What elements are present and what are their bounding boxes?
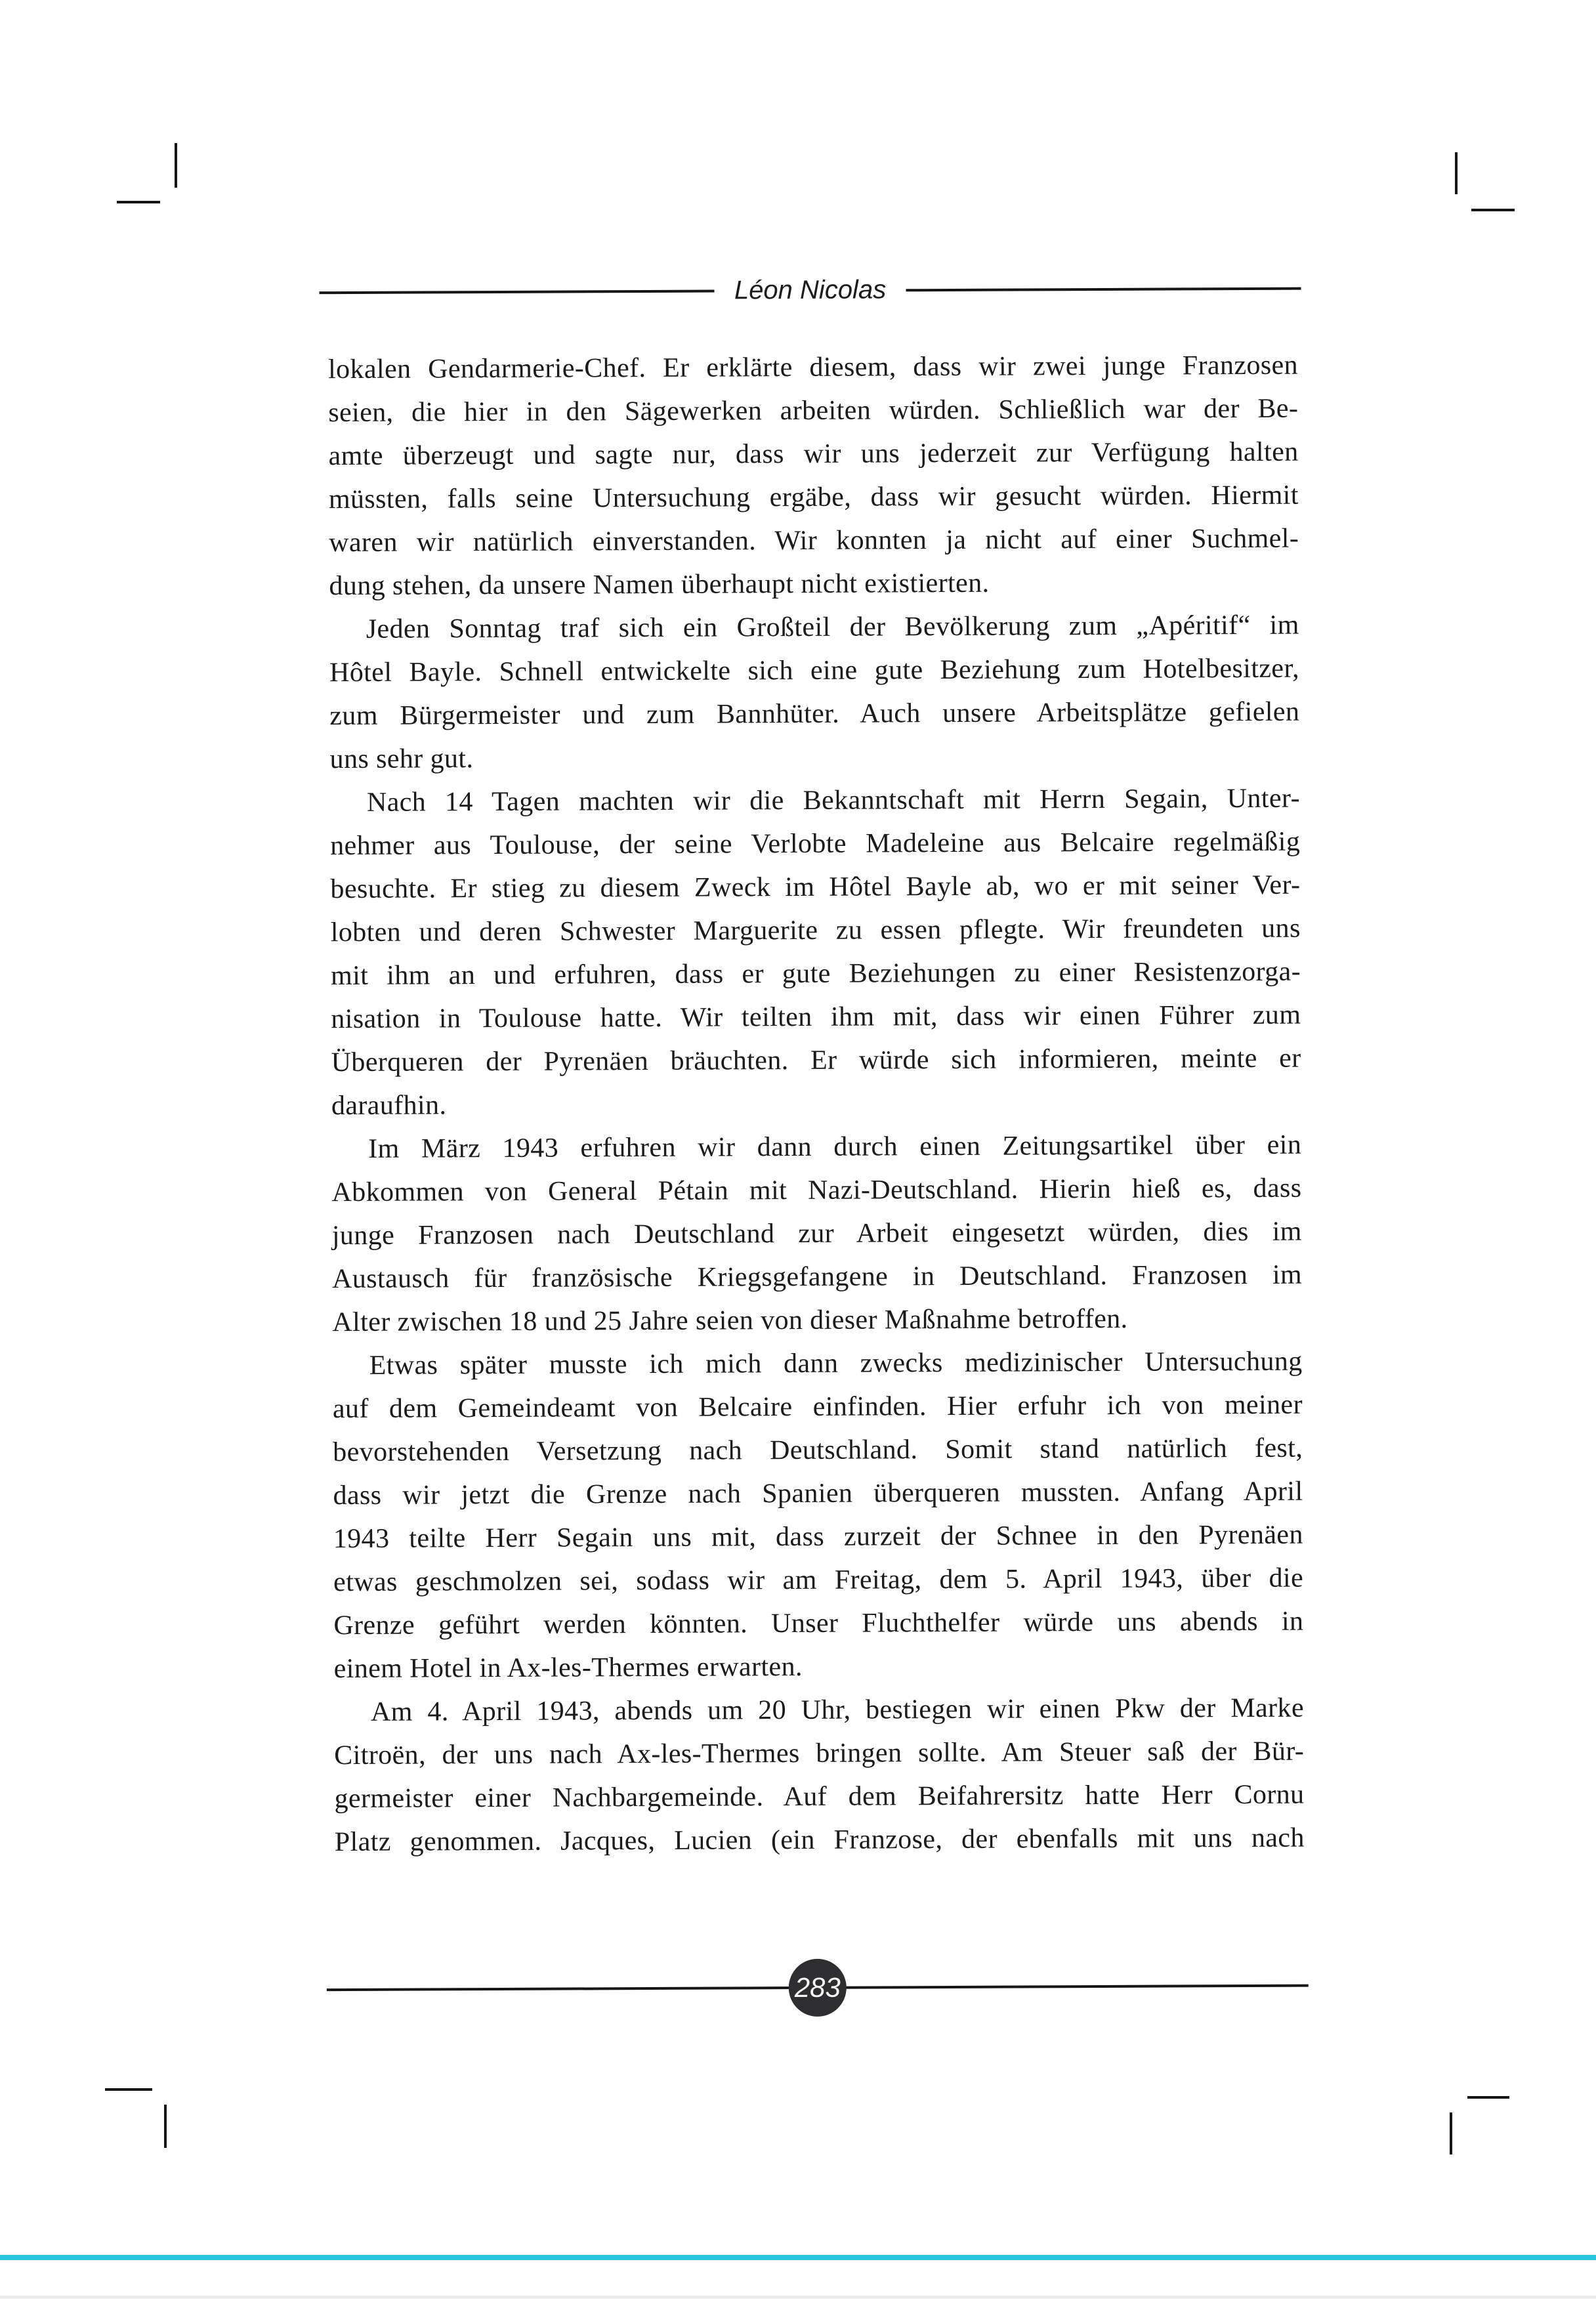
text-line: etwas geschmolzen sei, sodass wir am Freitag, dem 5. April 1943, über die [333,1563,1304,1598]
text-line: Nach 14 Tagen machten wir die Bekanntschaft mit Herrn Segain, Unter- [366,783,1300,818]
page-edge-shadow [0,2296,1596,2299]
header-rule-right [906,287,1301,291]
text-line: Überqueren der Pyrenäen bräuchten. Er würde sich informieren, meinte er [331,1043,1301,1078]
text-line: seien, die hier in den Sägewerken arbeiten würden. Schließlich war der Be- [328,393,1299,429]
text-line: amte überzeugt und sagte nur, dass wir uns jederzeit zur Verfügung halten [328,436,1299,472]
text-line: nisation in Toulouse hatte. Wir teilten ihm mit, dass wir einen Führer zum [331,999,1301,1035]
text-line: nehmer aus Toulouse, der seine Verlobte Madeleine aus Belcaire regelmäßig [330,826,1301,862]
text-line: besuchte. Er stieg zu diesem Zweck im Hôtel Bayle ab, wo er mit seiner Ver- [330,870,1301,905]
text-line: dass wir jetzt die Grenze nach Spanien überqueren mussten. Anfang April [333,1476,1303,1511]
text-line: bevorstehenden Versetzung nach Deutschland. Somit stand natürlich fest, [333,1433,1303,1468]
text-line: zum Bürgermeister und zum Bannhüter. Auch unsere Arbeitsplätze gefielen [329,696,1300,732]
body-text [328,344,1305,1864]
text-line: Jeden Sonntag traf sich ein Großteil der Bevölkerung zum „Apéritif“ im [366,610,1299,644]
text-line: Austausch für französische Kriegsgefangene in Deutschland. Franzosen im [331,1259,1303,1295]
running-header [319,274,1301,308]
text-line: Abkommen von General Pétain mit Nazi-Deutschland. Hierin hieß es, dass [331,1173,1302,1208]
text-line: Am 4. April 1943, abends um 20 Uhr, bestiegen wir einen Pkw der Marke [370,1692,1305,1727]
text-line: Citroën, der uns nach Ax-les-Thermes bringen sollte. Am Steuer saß der Bür- [334,1736,1305,1771]
text-line: Grenze geführt werden könnten. Unser Fluchthelfer würde uns abends in [333,1606,1304,1641]
text-line: dung stehen, da unsere Namen überhaupt nicht existierten. [329,568,990,602]
text-line: Alter zwischen 18 und 25 Jahre seien von dieser Maßnahme betroffen. [332,1303,1128,1338]
text-line: daraufhin. [331,1090,447,1122]
text-line: lokalen Gendarmerie-Chef. Er erklärte diesem, dass wir zwei junge Franzosen [327,350,1299,385]
text-line: 1943 teilte Herr Segain uns mit, dass zurzeit der Schnee in den Pyrenäen [333,1519,1303,1555]
page-number-badge [789,1959,847,2017]
text-line: Im März 1943 erfuhren wir dann durch einen Zeitungsartikel über ein [368,1129,1302,1164]
text-line: auf dem Gemeindeamt von Belcaire einfinden. Hier erfuhr ich von meiner [332,1389,1303,1425]
cyan-scan-rule [0,2255,1596,2260]
text-line: Hôtel Bayle. Schnell entwickelte sich eine gute Beziehung zum Hotelbesitzer, [329,653,1300,688]
text-line: mit ihm an und erfuhren, dass er gute Beziehungen zu einer Resistenzorga- [330,956,1301,992]
text-line: Platz genommen. Jacques, Lucien (ein Franzose, der ebenfalls mit uns nach [334,1822,1305,1858]
text-line: waren wir natürlich einverstanden. Wir konnten ja nicht auf einer Suchmel- [329,523,1299,558]
text-line: einem Hotel in Ax-les-Thermes erwarten. [333,1651,803,1685]
page-number: 283 [794,1971,841,2004]
header-rule-left [320,289,715,294]
running-header-title: Léon Nicolas [734,275,887,305]
text-line: germeister einer Nachbargemeinde. Auf dem Beifahrersitz hatte Herr Cornu [334,1779,1305,1815]
text-line: müssten, falls seine Untersuchung ergäbe, dass wir gesucht würden. Hiermit [328,480,1299,515]
text-line: junge Franzosen nach Deutschland zur Arbeit eingesetzt würden, dies im [331,1216,1302,1251]
text-line: uns sehr gut. [329,744,474,775]
text-line: lobten und deren Schwester Marguerite zu essen pflegte. Wir freundeten uns [330,913,1301,948]
page-footer [327,1957,1309,2021]
text-line: Etwas später musste ich mich dann zwecks medizinischer Untersuchung [369,1346,1303,1381]
